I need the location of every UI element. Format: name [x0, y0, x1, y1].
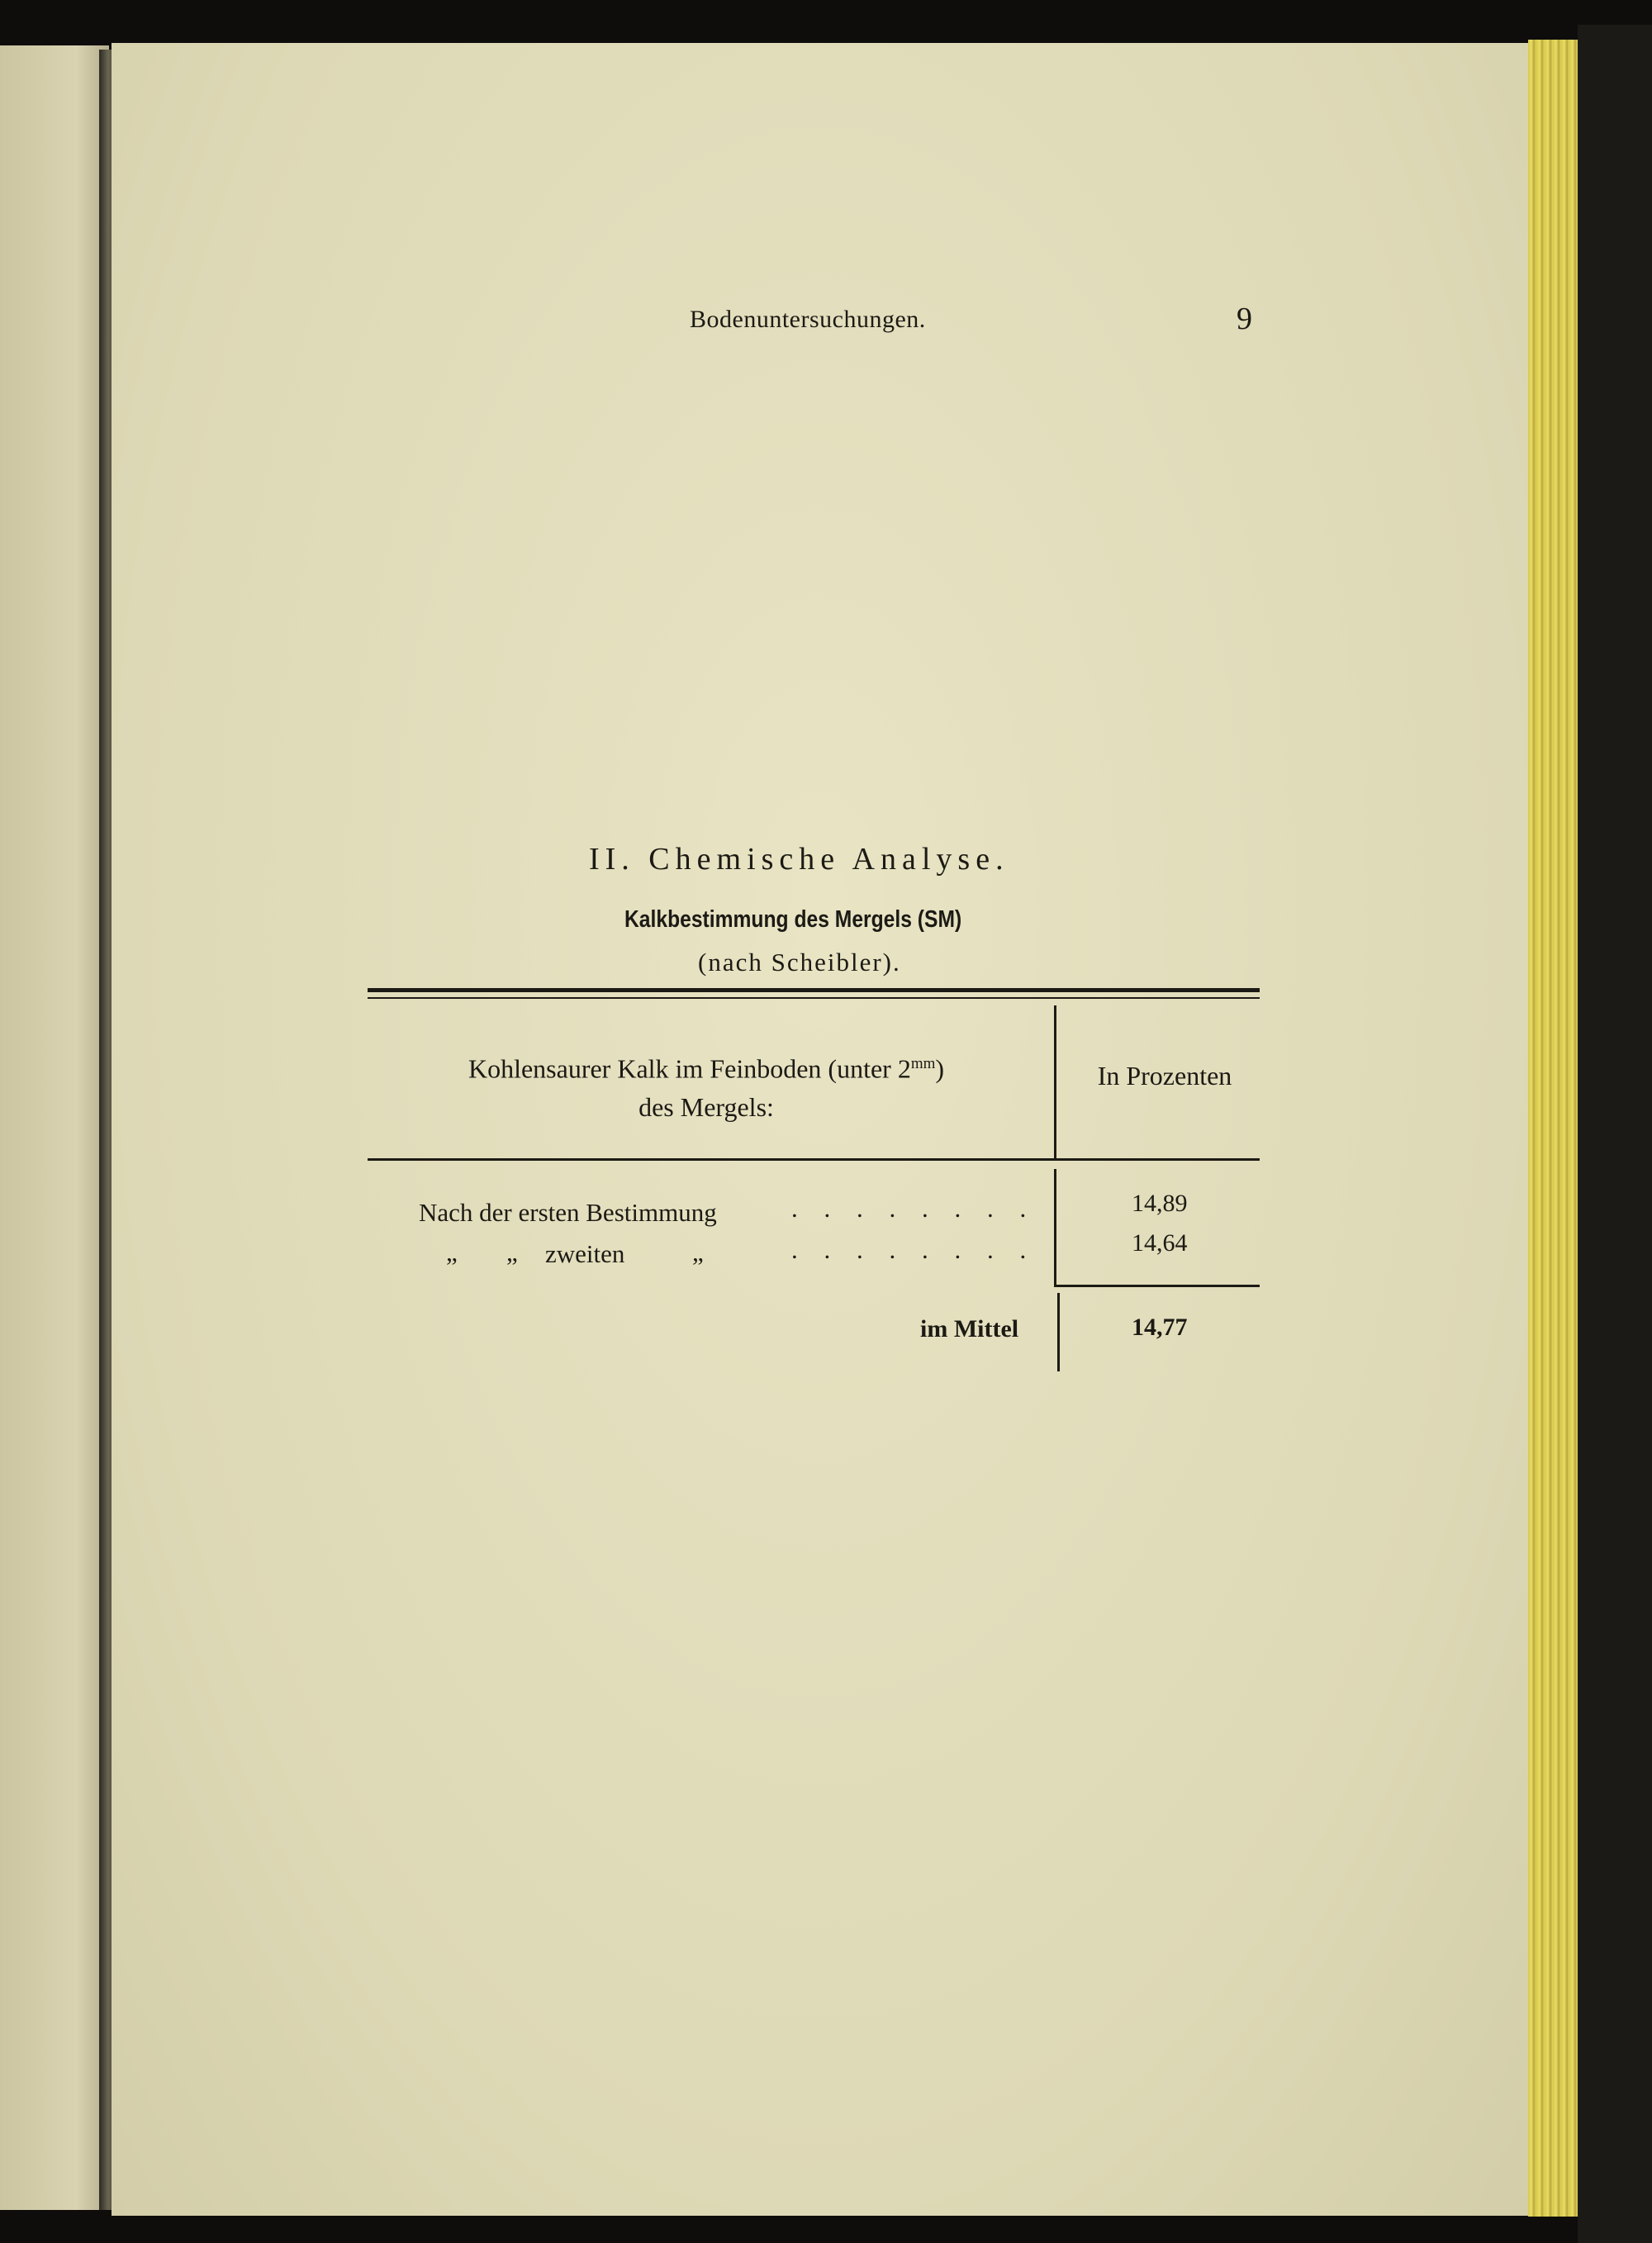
book-page: [112, 43, 1528, 2216]
leader-dots: . . . . . . . .: [791, 1235, 1037, 1264]
left-page-edge: [0, 45, 109, 2210]
column-divider-upper: [1054, 1005, 1056, 1161]
row-label-first: Nach der ersten Bestimmung: [419, 1198, 717, 1227]
ditto-mark: „: [446, 1238, 458, 1266]
ditto-mark: „: [692, 1238, 704, 1266]
running-head: Bodenuntersuchungen.: [690, 306, 926, 333]
value-first: 14,89: [1132, 1190, 1188, 1217]
table-subcaption: (nach Scheibler).: [698, 948, 901, 977]
row-label-second: zweiten: [545, 1239, 625, 1268]
mean-label: im Mittel: [920, 1315, 1019, 1342]
book-cover: [1578, 25, 1652, 2243]
mean-value: 14,77: [1132, 1314, 1188, 1341]
value-second: 14,64: [1132, 1229, 1188, 1257]
leader-dots: . . . . . . . .: [791, 1194, 1037, 1223]
ditto-mark: „: [506, 1238, 518, 1266]
column-header-carbonate: Kohlensaurer Kalk im Feinboden (unter $2^{mm}$) des Mergels:: [468, 1053, 945, 1122]
column-divider-lower: [1057, 1293, 1060, 1371]
column-divider-body: [1054, 1169, 1056, 1285]
table-caption: Kalkbestimmung des Mergels (SM): [624, 906, 962, 933]
column-header-percent: In Prozenten: [1097, 1061, 1232, 1091]
top-rule-thick: [368, 988, 1260, 992]
top-rule-thin: [368, 997, 1260, 999]
section-title: II. Chemische Analyse.: [589, 842, 1009, 877]
header-bottom-rule: [368, 1158, 1260, 1161]
sum-rule: [1054, 1285, 1260, 1287]
page-number: 9: [1237, 302, 1252, 336]
page-edges: [1528, 40, 1578, 2217]
